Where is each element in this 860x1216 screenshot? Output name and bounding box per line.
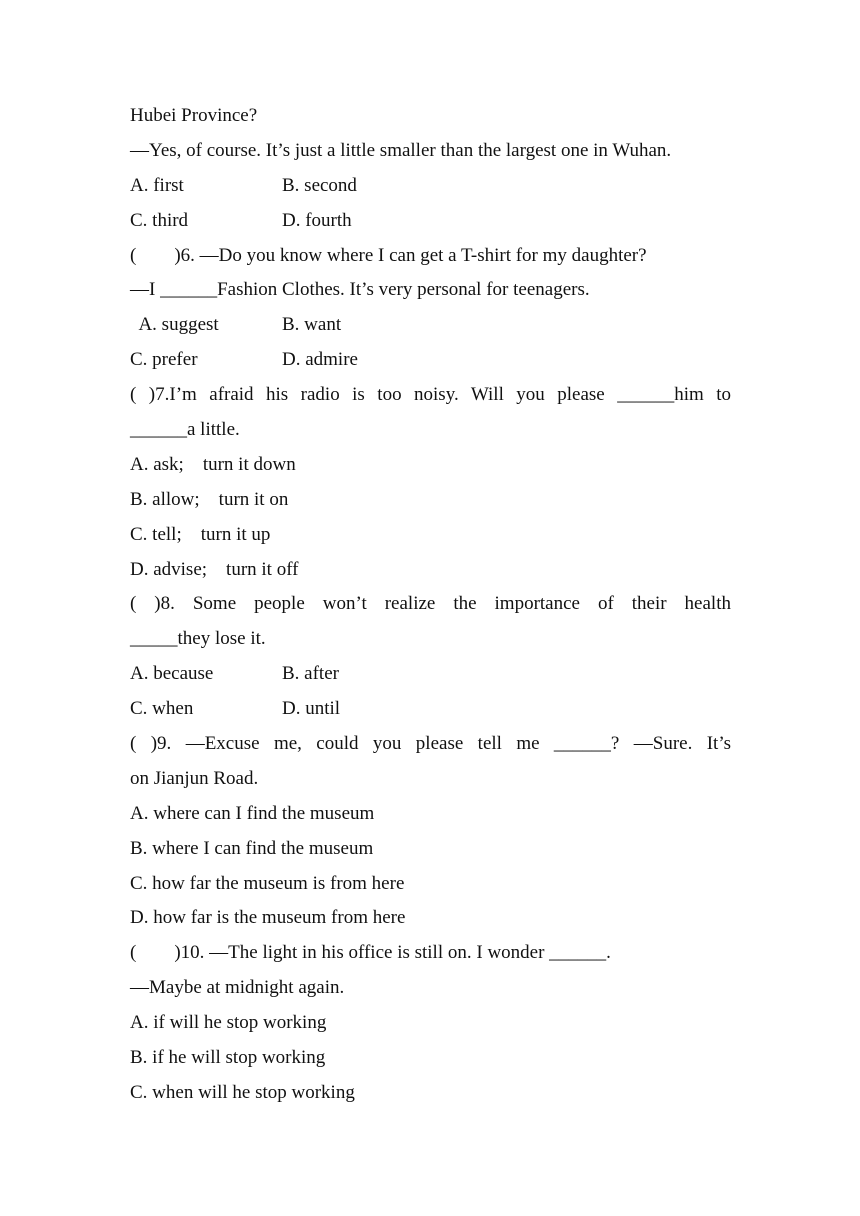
- question-7: ( )7.I’m afraid his radio is too noisy. Will you please ______him to: [130, 384, 731, 406]
- option: D. admire: [282, 349, 358, 371]
- option: A. because: [130, 663, 214, 685]
- option: D. advise; turn it off: [130, 558, 299, 580]
- option: A. where can I find the museum: [130, 802, 375, 824]
- option: B. want: [282, 314, 342, 336]
- options-row: [130, 308, 731, 343]
- option: A. ask; turn it down: [130, 453, 296, 475]
- options-row: [130, 692, 731, 727]
- option: C. prefer: [130, 349, 198, 371]
- option: C. when: [130, 698, 194, 720]
- options-row: [130, 169, 731, 204]
- option: C. when will he stop working: [130, 1081, 355, 1103]
- question-6: ( )6. —Do you know where I can get a T-shirt for my daughter?: [130, 244, 647, 266]
- text-line: _____they lose it.: [130, 628, 266, 650]
- option: A. first: [130, 174, 184, 196]
- option: B. where I can find the museum: [130, 837, 374, 859]
- option: D. fourth: [282, 209, 352, 231]
- option: A. suggest: [130, 314, 219, 336]
- text-line: —Maybe at midnight again.: [130, 977, 345, 999]
- text-line: ______a little.: [130, 419, 240, 441]
- option: B. after: [282, 663, 339, 685]
- option: A. if will he stop working: [130, 1012, 327, 1034]
- option: B. allow; turn it on: [130, 488, 289, 510]
- text-line: on Jianjun Road.: [130, 767, 259, 789]
- text-line: Hubei Province?: [130, 105, 258, 126]
- option: C. how far the museum is from here: [130, 872, 405, 894]
- exam-text: [130, 99, 731, 1111]
- options-row: [130, 204, 731, 239]
- text-line: —I ______Fashion Clothes. It’s very personal for teenagers.: [130, 279, 590, 301]
- option: C. tell; turn it up: [130, 523, 271, 545]
- options-row: [130, 657, 731, 692]
- question-10: ( )10. —The light in his office is still on. I wonder ______.: [130, 942, 611, 964]
- text-line: —Yes, of course. It’s just a little smaller than the largest one in Wuhan.: [130, 139, 672, 161]
- options-row: [130, 343, 731, 378]
- option: D. until: [282, 698, 341, 720]
- question-8: ( )8. Some people won’t realize the importance of their health: [130, 593, 731, 615]
- option: B. second: [282, 174, 357, 196]
- question-9: ( )9. —Excuse me, could you please tell me ______? —Sure. It’s: [130, 733, 731, 755]
- option: D. how far is the museum from here: [130, 907, 406, 929]
- option: C. third: [130, 209, 189, 231]
- option: B. if he will stop working: [130, 1047, 326, 1069]
